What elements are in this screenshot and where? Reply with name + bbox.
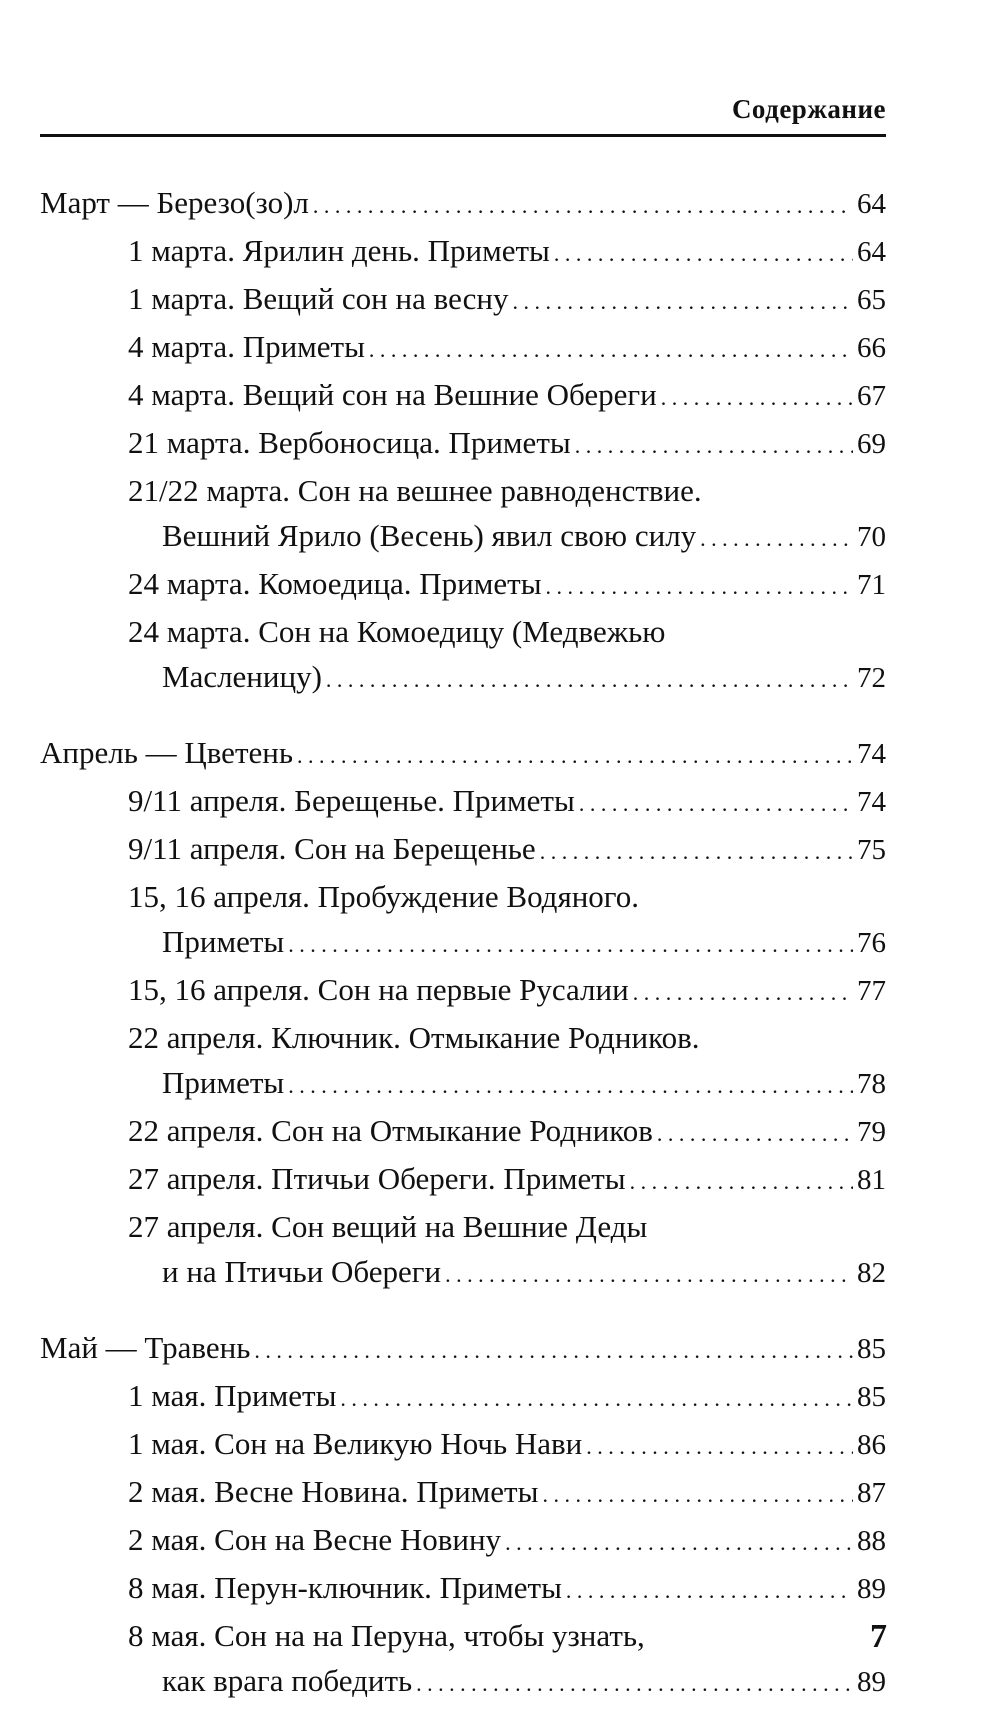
dot-leader (554, 228, 853, 276)
toc-entry-row (40, 372, 886, 420)
toc-entry-line: 24 марта. Сон на Комоедицу (Медвежью (128, 614, 666, 649)
dot-leader (326, 654, 853, 702)
toc-page-number: 79 (857, 1116, 886, 1148)
running-header-title: Содержание (731, 94, 886, 124)
toc-entry-row (40, 1156, 886, 1204)
toc-entry-line: 21/22 марта. Сон на вешнее равноденствие. (128, 473, 702, 508)
toc-page-number: 87 (857, 1477, 886, 1509)
toc-entry-line: 4 марта. Приметы (128, 329, 365, 364)
toc-page-number: 88 (857, 1525, 886, 1557)
toc-entry-line: 21 марта. Вербоносица. Приметы (128, 425, 571, 460)
toc-entry (40, 561, 886, 609)
header-rule (40, 134, 886, 137)
toc-entry-row (40, 919, 886, 967)
toc-entry-line: 9/11 апреля. Сон на Берещенье (128, 831, 536, 866)
toc-entry-row (40, 420, 886, 468)
toc-entry-row (40, 276, 886, 324)
toc-entry-row (40, 778, 886, 826)
toc-entry (40, 967, 886, 1015)
toc-entry-line: 24 марта. Комоедица. Приметы (128, 566, 542, 601)
page-number: 7 (870, 1618, 887, 1655)
toc-entry (40, 1517, 886, 1565)
toc-entry-row (40, 228, 886, 276)
toc-entry-line: 1 марта. Вещий сон на весну (128, 281, 509, 316)
toc-entry-line: 1 мая. Сон на Великую Ночь Нави (128, 1426, 583, 1461)
toc-entry-line: 15, 16 апреля. Сон на первые Русалии (128, 972, 629, 1007)
toc-entry (40, 276, 886, 324)
toc-entry-row (40, 826, 886, 874)
toc-entry (40, 468, 886, 561)
toc-page-number: 64 (857, 188, 886, 220)
toc-entry-line: 2 мая. Сон на Весне Новину (128, 1522, 502, 1557)
toc-entry (40, 1108, 886, 1156)
toc-page-number: 78 (857, 1068, 886, 1100)
toc-entry-line: 2 мая. Весне Новина. Приметы (128, 1474, 539, 1509)
table-of-contents (40, 180, 886, 1734)
toc-page-number: 85 (857, 1381, 886, 1413)
toc-section-heading (40, 730, 886, 778)
toc-entry-line: 1 мая. Приметы (128, 1378, 337, 1413)
toc-entry-row (40, 1565, 886, 1613)
toc-entry (40, 1373, 886, 1421)
dot-leader (297, 730, 853, 778)
toc-page-number: 65 (857, 284, 886, 316)
toc-page-number: 64 (857, 236, 886, 268)
toc-entry (40, 1421, 886, 1469)
toc-section-title: Май — Травень (40, 1330, 251, 1365)
toc-entry (40, 1204, 886, 1297)
toc-page-number: 86 (857, 1429, 886, 1461)
toc-entry-line: 4 марта. Вещий сон на Вешние Обереги (128, 377, 657, 412)
toc-page-number: 82 (857, 1257, 886, 1289)
toc-entry-line: Приметы (162, 1065, 285, 1100)
toc-page-number: 76 (857, 927, 886, 959)
toc-page-number: 71 (857, 569, 886, 601)
toc-section-heading (40, 1325, 886, 1373)
toc-entry-line: 8 мая. Перун-ключник. Приметы (128, 1570, 562, 1605)
toc-entry (40, 1015, 886, 1108)
toc-page-number: 75 (857, 834, 886, 866)
toc-entry-line: Приметы (162, 924, 285, 959)
toc-page-number: 74 (857, 738, 886, 770)
toc-entry-row (40, 654, 886, 702)
toc-section-title: Март — Березо(зо)л (40, 185, 309, 220)
toc-entry-line: Вешний Ярило (Весень) явил свою силу (162, 518, 697, 553)
dot-leader (340, 1373, 853, 1421)
dot-leader (512, 276, 853, 324)
toc-entry-line: 22 апреля. Сон на Отмыкание Родников (128, 1113, 653, 1148)
toc-page-number: 89 (857, 1666, 886, 1698)
toc-entry-row (40, 1108, 886, 1156)
toc-entry-row (40, 1421, 886, 1469)
toc-entry (40, 1469, 886, 1517)
dot-leader (288, 919, 853, 967)
toc-page-number: 74 (857, 786, 886, 818)
dot-leader (700, 513, 853, 561)
dot-leader (661, 372, 853, 420)
dot-leader (546, 561, 853, 609)
toc-section-heading (40, 180, 886, 228)
toc-entry (40, 609, 886, 702)
dot-leader (633, 967, 853, 1015)
toc-entry-row (40, 513, 886, 561)
toc-entry-line: как врага победить (162, 1663, 413, 1698)
toc-section-title: Апрель — Цветень (40, 735, 293, 770)
toc-entry-row (40, 1658, 886, 1706)
toc-page-number: 67 (857, 380, 886, 412)
dot-leader (630, 1156, 853, 1204)
toc-page-number: 77 (857, 975, 886, 1007)
toc-section (40, 180, 886, 702)
toc-entry-line: 15, 16 апреля. Пробуждение Водяного. (128, 879, 639, 914)
dot-leader (542, 1469, 853, 1517)
toc-entry-line: 27 апреля. Птичьи Обереги. Приметы (128, 1161, 626, 1196)
toc-entry-row (40, 1517, 886, 1565)
dot-leader (369, 324, 853, 372)
dot-leader (313, 180, 853, 228)
toc-entry (40, 1156, 886, 1204)
dot-leader (566, 1565, 853, 1613)
toc-section (40, 1325, 886, 1706)
dot-leader (416, 1658, 853, 1706)
dot-leader (540, 826, 853, 874)
toc-entry-line: 9/11 апреля. Берещенье. Приметы (128, 783, 575, 818)
toc-page-number: 89 (857, 1573, 886, 1605)
toc-entry-line: Масленицу) (162, 659, 322, 694)
toc-entry-row (40, 1373, 886, 1421)
toc-entry-line: 8 мая. Сон на на Перуна, чтобы узнать, (128, 1618, 645, 1653)
toc-entry (40, 324, 886, 372)
toc-page-number: 85 (857, 1333, 886, 1365)
toc-section (40, 730, 886, 1297)
toc-entry-line: 1 марта. Ярилин день. Приметы (128, 233, 550, 268)
toc-entry-row (40, 967, 886, 1015)
toc-entry (40, 420, 886, 468)
toc-page-number: 81 (857, 1164, 886, 1196)
toc-page-number: 69 (857, 428, 886, 460)
toc-entry-row (40, 1060, 886, 1108)
toc-entry (40, 778, 886, 826)
toc-entry-line: и на Птичьи Обереги (162, 1254, 442, 1289)
dot-leader (657, 1108, 853, 1156)
toc-page-number: 66 (857, 332, 886, 364)
dot-leader (445, 1249, 853, 1297)
toc-entry-line: 22 апреля. Ключник. Отмыкание Родников. (128, 1020, 700, 1055)
toc-entry (40, 826, 886, 874)
toc-entry (40, 1565, 886, 1613)
toc-entry-line: 27 апреля. Сон вещий на Вешние Деды (128, 1209, 648, 1244)
dot-leader (505, 1517, 853, 1565)
toc-page-number: 70 (857, 521, 886, 553)
toc-entry (40, 874, 886, 967)
dot-leader (579, 778, 853, 826)
dot-leader (575, 420, 853, 468)
dot-leader (288, 1060, 853, 1108)
toc-entry (40, 372, 886, 420)
toc-page-number: 72 (857, 662, 886, 694)
toc-entry-row (40, 324, 886, 372)
toc-entry (40, 1613, 886, 1706)
toc-entry-row (40, 1249, 886, 1297)
dot-leader (254, 1325, 853, 1373)
toc-entry (40, 228, 886, 276)
toc-entry-row (40, 561, 886, 609)
dot-leader (586, 1421, 853, 1469)
toc-entry-row (40, 1469, 886, 1517)
